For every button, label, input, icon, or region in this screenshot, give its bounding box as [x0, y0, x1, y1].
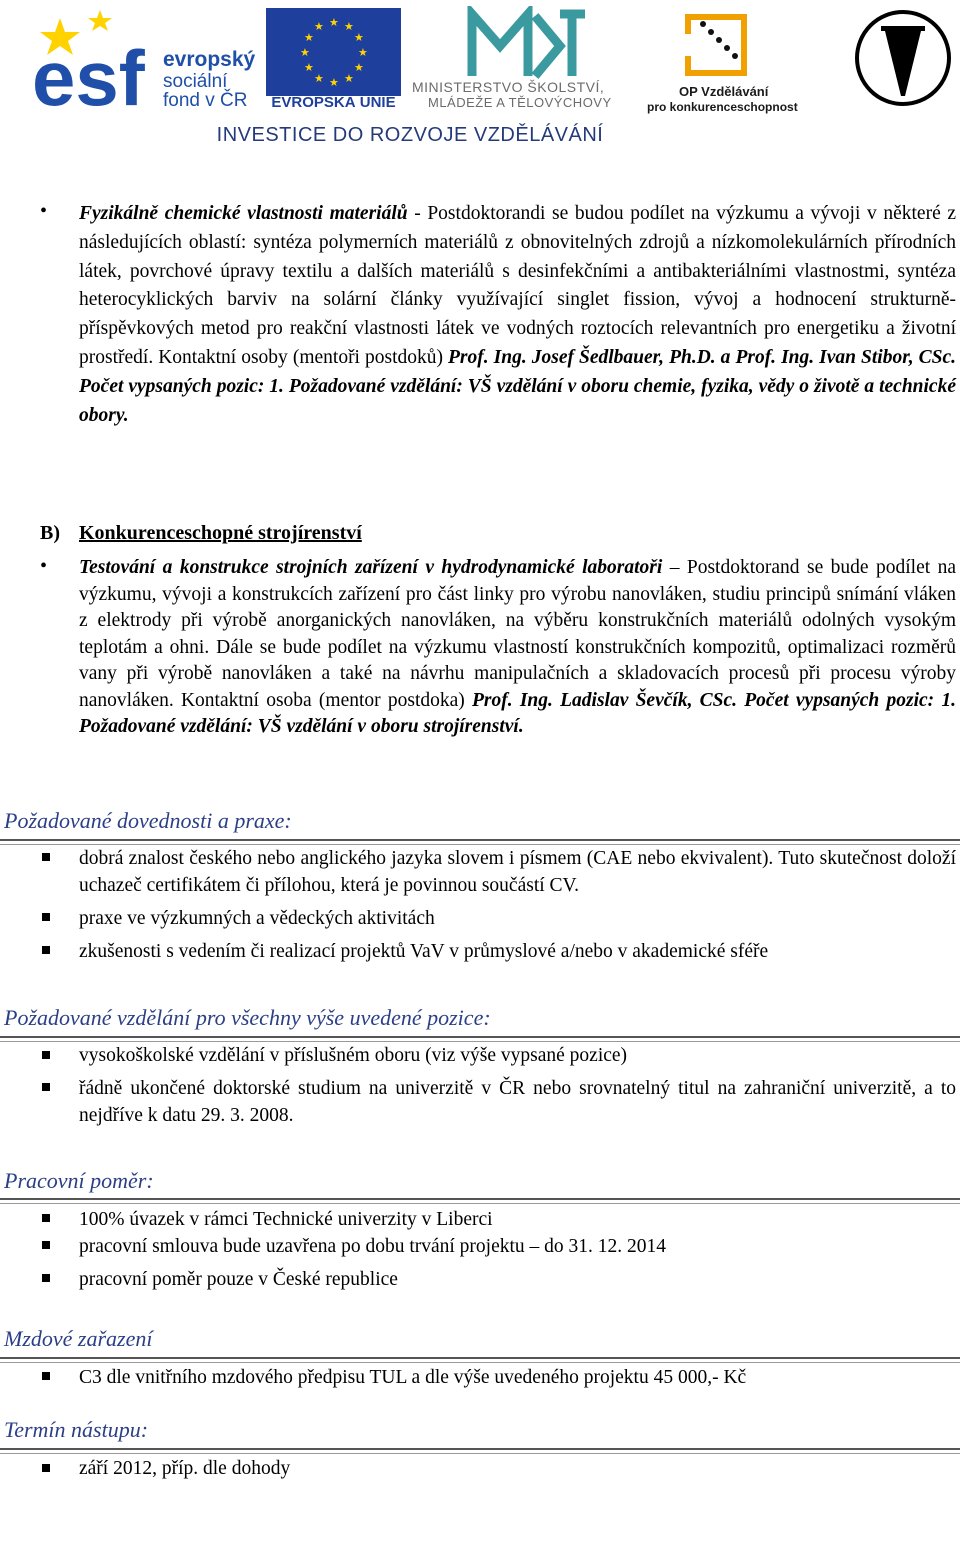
op-line1: OP Vzdělávání [679, 84, 769, 99]
skills-bullet-1 [42, 853, 50, 861]
esf-line2: sociální [163, 71, 228, 92]
svg-text:★: ★ [358, 46, 368, 59]
eu-flag-icon [266, 8, 401, 96]
skills-item-1: dobrá znalost českého nebo anglického jazyka slovem i písmem (CAE nebo ekvivalent). Tuto skutečnost doloží uchazeč certifikátem či přílohou, která je povinnou součástí CV. [79, 848, 956, 896]
skills-item-2: praxe ve výzkumných a vědeckých aktivitách [79, 908, 435, 929]
employment-bullet-3 [42, 1274, 50, 1282]
salary-bullet-1 [42, 1372, 50, 1380]
svg-text:★: ★ [354, 61, 364, 74]
employment-rule [0, 1198, 960, 1204]
msmt-logo [410, 6, 640, 111]
item-mentors: Prof. Ing. Josef Šedlbauer, Ph.D. a Prof. Ing. Ivan Stibor, CSc. [448, 346, 956, 368]
item-text: - Postdoktorandi se budou podílet na výzkumu a vývoji v některé z následujících oblastí: syntéza polymerních materiálů z obnovitelných zdrojů a nízkomolekulárních přírodních látek, povrchové úpravy textilu a dalších materiálů s desinfekčními a antibakteriálními vlastnostmi, syntéza heterocyklických barviv na solární články využívající singlet fission, vývoj a hodnocení strukturně-příspěvkových metod pro reakční vlastnosti látek ve vodných roztocích relevantních pro energetiku a životní prostředí. Kontaktní osoby (mentoři postdoků) [79, 203, 957, 368]
start-rule [0, 1448, 960, 1454]
salary-heading: Mzdové zařazení [4, 1326, 153, 1351]
education-heading: Požadované vzdělání pro všechny výše uvedené pozice: [4, 1005, 491, 1030]
esf-line1: evropský [163, 48, 256, 71]
item-positions: Počet vypsaných pozic: 1. Požadované vzdělání: VŠ vzdělání v oboru strojírenství. [79, 689, 957, 737]
university-emblem [853, 8, 953, 108]
education-bullet-1 [42, 1051, 50, 1059]
skills-bullet-3 [42, 946, 50, 954]
item-text: – Postdoktorand se bude podílet na výzkumu, vývoji a konstrukcích zařízení pro část linky pro výrobu nanovláken, studiu principů snímání vláken z elektrody při výrobě anorganických nanovláken, na výběru konstrukčních materiálů odolných vysokým teplotám a ohni. Dále se bude podílet na výzkumu vlastností konstrukčních kompozitů, optimalizaci rozměrů vany při výrobě nanovláken a také na návrhu manipulačních a skladovacích procesů při procesu výroby nanovláken. Kontaktní osoba (mentor postdoka) [79, 557, 956, 711]
section-b-item-1 [79, 555, 956, 741]
tul-emblem-icon [853, 8, 953, 108]
salary-item-1: C3 dle vnitřního mzdového předpisu TUL a dle výše uvedeného projektu 45 000,- Kč [79, 1367, 747, 1388]
eu-logo [266, 8, 401, 113]
section-b-letter: B) [40, 522, 60, 544]
svg-text:★: ★ [344, 20, 354, 33]
education-item-2: řádně ukončené doktorské studium na univerzitě v ČR nebo srovnatelný titul na zahraniční univerzitě, a to nejdříve k datu 29. 3. 2008. [79, 1078, 956, 1126]
start-heading: Termín nástupu: [4, 1417, 149, 1442]
item-title: Fyzikálně chemické vlastnosti materiálů [79, 203, 408, 224]
employment-item-2: pracovní smlouva bude uzavřena po dobu trvání projektu – do 31. 12. 2014 [79, 1236, 667, 1257]
svg-text:★: ★ [314, 72, 324, 85]
svg-text:esf: esf [32, 34, 145, 113]
item-mentor: Prof. Ing. Ladislav Ševčík, CSc. [472, 689, 738, 711]
op-logo [645, 6, 805, 114]
esf-line3: fond v ČR [163, 90, 248, 111]
bullet-dot-a1: • [40, 200, 48, 222]
skills-item-3: zkušenosti s vedením či realizací projektů VaV v průmyslové a/nebo v akademické sféře [79, 941, 769, 962]
svg-text:★: ★ [329, 16, 339, 29]
svg-text:★: ★ [354, 31, 364, 44]
msmt-line2: MLÁDEŽE A TĚLOVÝCHOVY [428, 95, 612, 110]
start-item-1: září 2012, příp. dle dohody [79, 1458, 291, 1479]
employment-bullet-2 [42, 1241, 50, 1249]
item-title: Testování a konstrukce strojních zařízení v hydrodynamické laboratoři [79, 557, 663, 578]
esf-logo [30, 8, 260, 113]
op-mark-icon [645, 6, 805, 86]
svg-text:★: ★ [300, 46, 310, 59]
svg-text:★: ★ [329, 76, 339, 89]
item-positions: Počet vypsaných pozic: 1. Požadované vzdělání: VŠ vzdělání v oboru chemie, fyzika, vědy o životě a technické obory. [79, 375, 956, 426]
svg-text:★: ★ [344, 72, 354, 85]
svg-text:★: ★ [304, 61, 314, 74]
education-bullet-2 [42, 1083, 50, 1091]
msmt-mark-icon [410, 6, 640, 81]
employment-item-1: 100% úvazek v rámci Technické univerzity v Liberci [79, 1209, 493, 1230]
skills-bullet-2 [42, 913, 50, 921]
eu-label: EVROPSKÁ UNIE [271, 94, 396, 111]
salary-rule [0, 1357, 960, 1363]
op-line2: pro konkurenceschopnost [647, 100, 798, 114]
svg-text:★: ★ [304, 31, 314, 44]
education-item-1: vysokoškolské vzdělání v příslušném oboru (viz výše vypsané pozice) [79, 1045, 628, 1066]
employment-heading: Pracovní poměr: [4, 1168, 154, 1193]
svg-text:★: ★ [314, 20, 324, 33]
tagline: INVESTICE DO ROZVOJE VZDĚLÁVÁNÍ [216, 124, 604, 146]
employment-item-3: pracovní poměr pouze v České republice [79, 1269, 398, 1290]
employment-bullet-1 [42, 1214, 50, 1222]
start-bullet-1 [42, 1464, 50, 1472]
skills-heading: Požadované dovednosti a praxe: [4, 808, 292, 833]
logo-header [0, 0, 960, 160]
bullet-dot-b1: • [40, 555, 48, 577]
msmt-line1: MINISTERSTVO ŠKOLSTVÍ, [412, 79, 605, 95]
section-a-item-1 [79, 200, 956, 430]
section-b-title: Konkurenceschopné strojírenství [79, 522, 362, 544]
